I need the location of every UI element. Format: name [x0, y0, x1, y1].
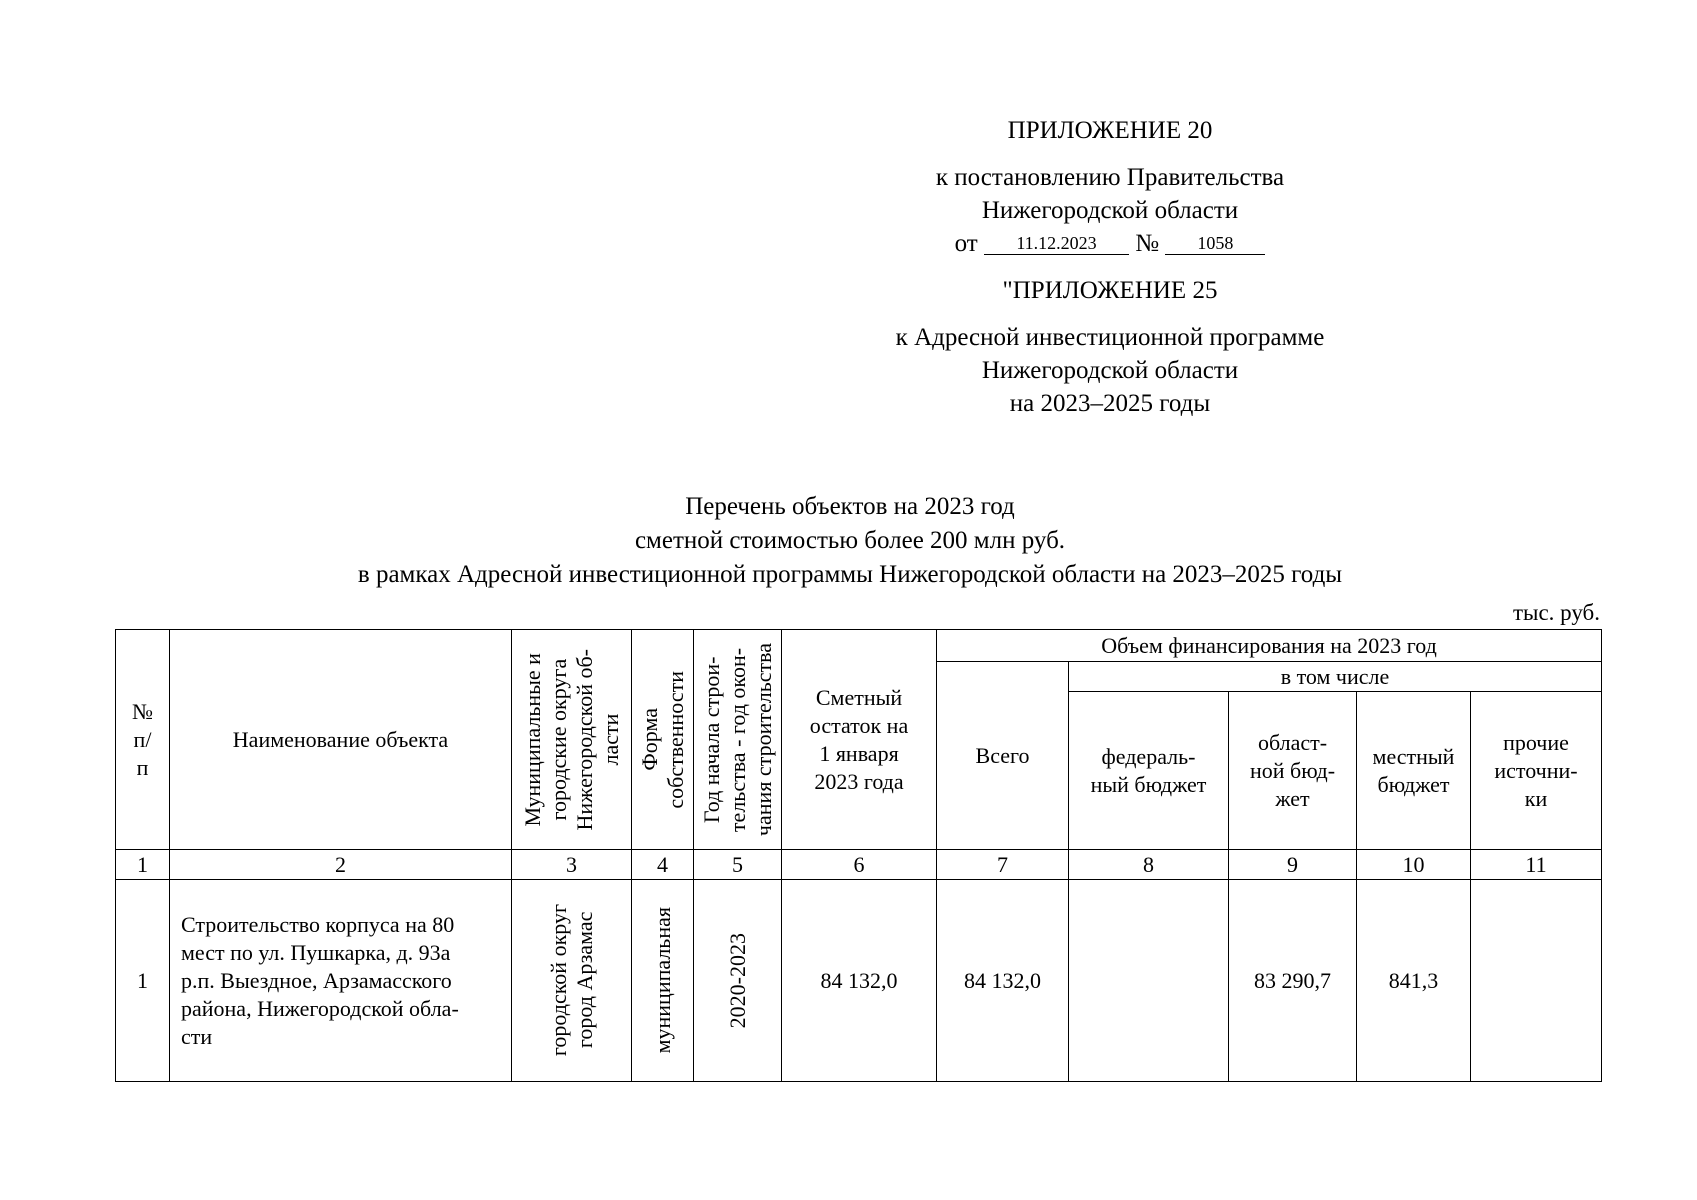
- appendix2-title: "ПРИЛОЖЕНИЕ 25: [1002, 277, 1218, 304]
- program-line-3: на 2023–2025 годы: [1009, 390, 1211, 417]
- header-federal: федераль- ный бюджет: [1069, 692, 1229, 850]
- row-other: [1471, 880, 1602, 1082]
- header-regional: област- ной бюд- жет: [1229, 692, 1357, 850]
- table-row: [116, 880, 1602, 1082]
- col-num: 1: [116, 850, 170, 880]
- row-local: 841,3: [1357, 880, 1471, 1082]
- header-municipality: Муниципальные и городские округа Нижегородской об- ласти: [512, 630, 632, 850]
- row-name: Строительство корпуса на 80 мест по ул. Пушкарка, д. 93а р.п. Выездное, Арзамасского района, Нижегородской обла- сти: [170, 880, 512, 1082]
- title-line-3: в рамках Адресной инвестиционной программы Нижегородской области на 2023–2025 годы: [357, 561, 1343, 588]
- document-title: [100, 490, 1600, 592]
- col-num: 5: [694, 850, 782, 880]
- header-ownership: Форма собственности: [632, 630, 694, 850]
- objects-table: [115, 629, 1602, 1082]
- row-num: 1: [116, 880, 170, 1082]
- number-value: 1058: [1165, 232, 1265, 255]
- resolution-region: Нижегородской области: [981, 197, 1239, 224]
- appendix-title: ПРИЛОЖЕНИЕ 20: [1007, 117, 1213, 144]
- title-line-2: сметной стоимостью более 200 млн руб.: [634, 527, 1066, 554]
- header-funding: Объем финансирования на 2023 год: [937, 630, 1602, 662]
- header-estimate: Сметный остаток на 1 января 2023 года: [782, 630, 937, 850]
- row-regional: 83 290,7: [1229, 880, 1357, 1082]
- col-num: 8: [1069, 850, 1229, 880]
- resolution-line: к постановлению Правительства: [935, 164, 1285, 191]
- row-estimate: 84 132,0: [782, 880, 937, 1082]
- number-sign: №: [1135, 230, 1160, 257]
- header-name: Наименование объекта: [170, 630, 512, 850]
- date-value: 11.12.2023: [984, 232, 1129, 255]
- title-line-1: Перечень объектов на 2023 год: [685, 493, 1015, 520]
- col-num: 11: [1471, 850, 1602, 880]
- col-num: 6: [782, 850, 937, 880]
- document-header: [820, 114, 1400, 420]
- col-num: 2: [170, 850, 512, 880]
- date-prefix: от: [954, 230, 978, 257]
- header-local: местный бюджет: [1357, 692, 1471, 850]
- row-municipality: городской округ город Арзамас: [512, 880, 632, 1082]
- header-other: прочие источни- ки: [1471, 692, 1602, 850]
- program-line-1: к Адресной инвестиционной программе: [895, 324, 1325, 351]
- row-total: 84 132,0: [937, 880, 1069, 1082]
- col-num: 4: [632, 850, 694, 880]
- date-number-line: [820, 227, 1400, 260]
- header-num: № п/ п: [116, 630, 170, 850]
- column-numbers-row: [116, 850, 1602, 880]
- col-num: 3: [512, 850, 632, 880]
- row-ownership: муниципальная: [632, 880, 694, 1082]
- header-including: в том числе: [1069, 662, 1602, 692]
- header-years: Год начала строи- тельства - год окон- чания строительства: [694, 630, 782, 850]
- col-num: 9: [1229, 850, 1357, 880]
- header-total: Всего: [937, 662, 1069, 850]
- row-years: 2020-2023: [694, 880, 782, 1082]
- units-label: тыс. руб.: [1512, 600, 1600, 625]
- col-num: 7: [937, 850, 1069, 880]
- col-num: 10: [1357, 850, 1471, 880]
- row-federal: [1069, 880, 1229, 1082]
- program-line-2: Нижегородской области: [981, 357, 1239, 384]
